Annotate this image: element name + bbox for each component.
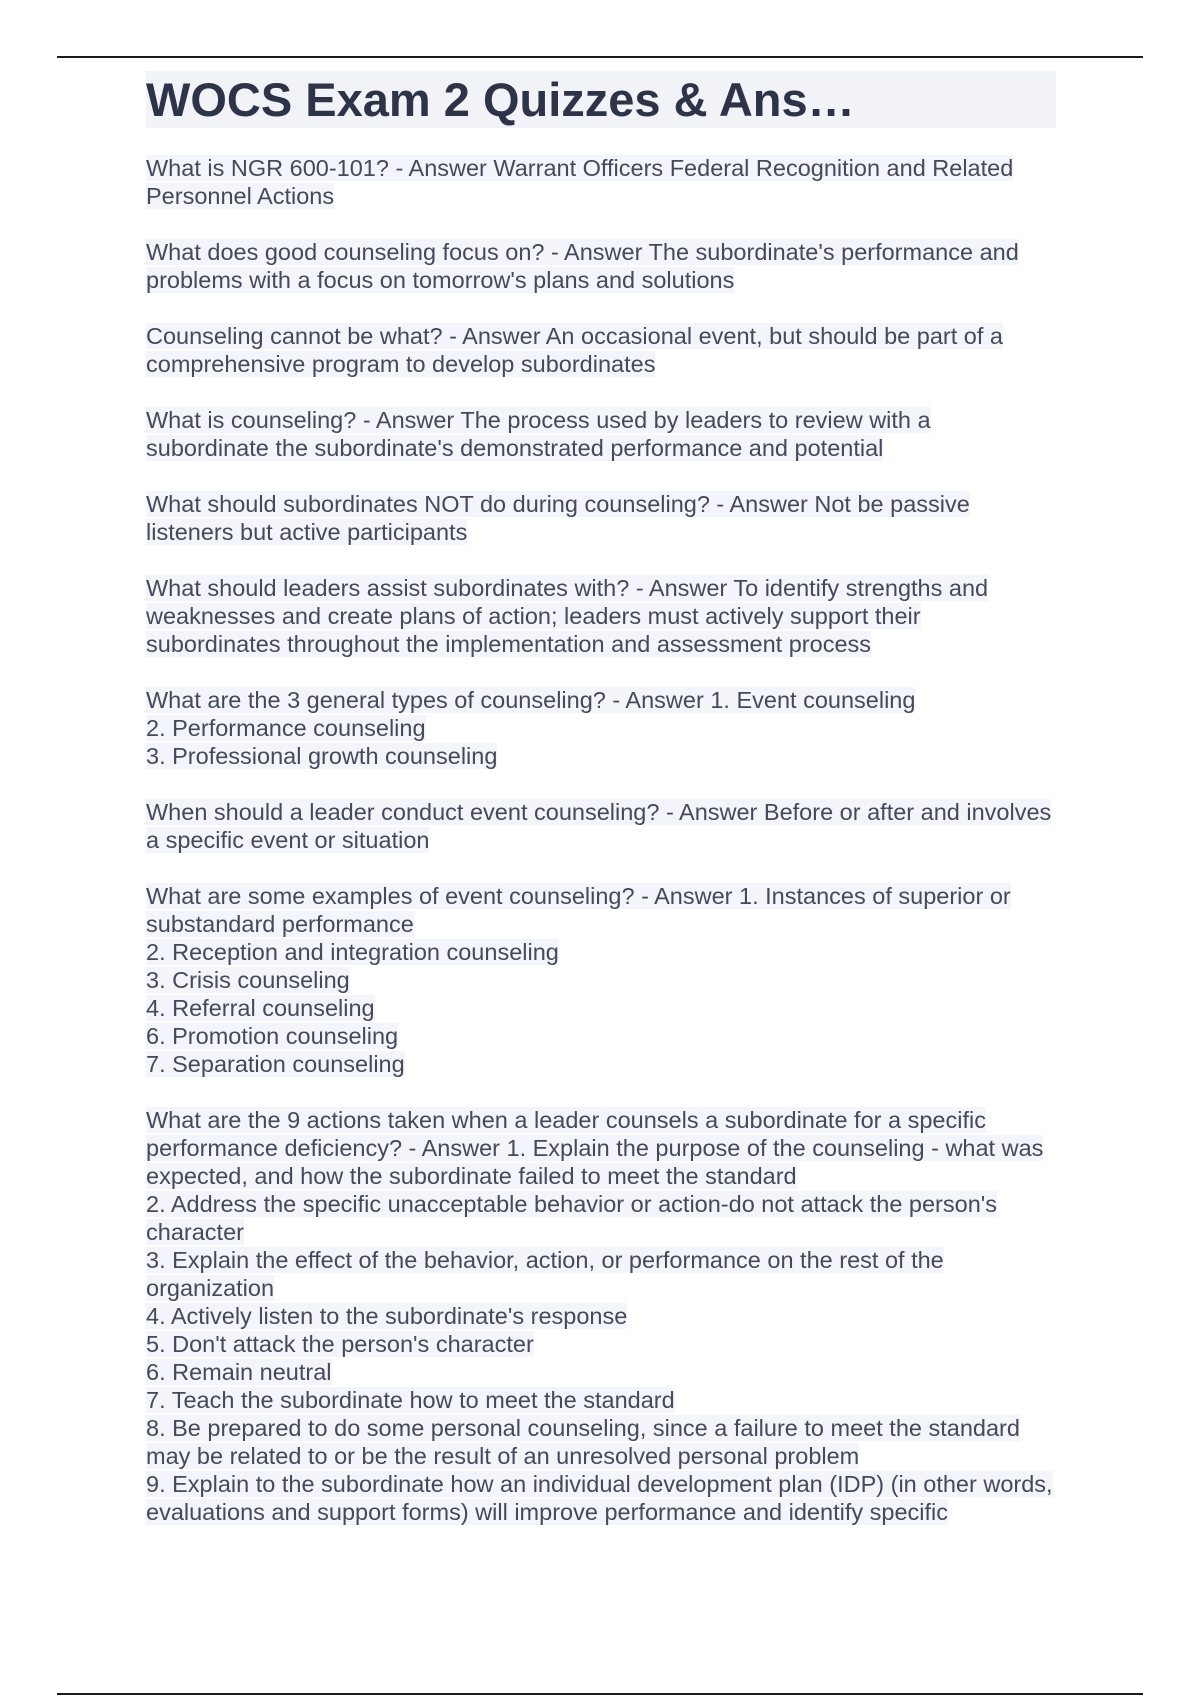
bottom-rule bbox=[57, 1693, 1143, 1695]
answer-list-text: 2. Address the specific unacceptable behavior or action-do not attack the person's character bbox=[146, 1191, 998, 1245]
answer-list-text: 3. Explain the effect of the behavior, action, or performance on the rest of the organization bbox=[146, 1247, 944, 1301]
qa-text: What are some examples of event counseling? - Answer 1. Instances of superior or substandard performance bbox=[146, 883, 1011, 937]
answer-list-text: 2. Reception and integration counseling bbox=[146, 939, 559, 965]
qa-item bbox=[146, 154, 1056, 210]
qa-text: What should leaders assist subordinates with? - Answer To identify strengths and weaknesses and create plans of action; leaders must actively support their subordinates throughout the implementation and assessment process bbox=[146, 575, 989, 657]
qa-text: When should a leader conduct event counseling? - Answer Before or after and involves a specific event or situation bbox=[146, 799, 1052, 853]
answer-list bbox=[146, 938, 1056, 1078]
answer-list-item bbox=[146, 1302, 1056, 1330]
qa-item bbox=[146, 238, 1056, 294]
qa-text: What is counseling? - Answer The process used by leaders to review with a subordinate the subordinate's demonstrated performance and potential bbox=[146, 407, 931, 461]
answer-list-text: 3. Professional growth counseling bbox=[146, 743, 498, 769]
answer-list bbox=[146, 714, 1056, 770]
answer-list-item bbox=[146, 938, 1056, 966]
answer-list-item bbox=[146, 1246, 1056, 1302]
qa-item bbox=[146, 574, 1056, 658]
answer-list-item bbox=[146, 1470, 1056, 1526]
qa-text: What is NGR 600-101? - Answer Warrant Officers Federal Recognition and Related Personnel Actions bbox=[146, 155, 1014, 209]
answer-list-item bbox=[146, 714, 1056, 742]
qa-text: What does good counseling focus on? - Answer The subordinate's performance and problems with a focus on tomorrow's plans and solutions bbox=[146, 239, 1019, 293]
answer-list bbox=[146, 1190, 1056, 1526]
top-rule bbox=[57, 56, 1143, 58]
answer-list-text: 3. Crisis counseling bbox=[146, 967, 350, 993]
qa-item bbox=[146, 490, 1056, 546]
answer-list-text: 2. Performance counseling bbox=[146, 715, 426, 741]
qa-text: Counseling cannot be what? - Answer An occasional event, but should be part of a comprehensive program to develop subordinates bbox=[146, 323, 1004, 377]
answer-list-text: 6. Promotion counseling bbox=[146, 1023, 399, 1049]
answer-list-text: 5. Don't attack the person's character bbox=[146, 1331, 534, 1357]
answer-list-text: 6. Remain neutral bbox=[146, 1359, 332, 1385]
answer-list-item bbox=[146, 1330, 1056, 1358]
qa-item bbox=[146, 882, 1056, 1078]
answer-list-item bbox=[146, 742, 1056, 770]
answer-list-item bbox=[146, 966, 1056, 994]
answer-list-text: 7. Separation counseling bbox=[146, 1051, 405, 1077]
answer-list-text: 8. Be prepared to do some personal counseling, since a failure to meet the standard may be related to or be the result of an unresolved personal problem bbox=[146, 1415, 1020, 1469]
answer-list-item bbox=[146, 1190, 1056, 1246]
qa-text: What are the 9 actions taken when a leader counsels a subordinate for a specific performance deficiency? - Answer 1. Explain the purpose of the counseling - what was expected, and how the subordinate failed to meet the standard bbox=[146, 1107, 1044, 1189]
answer-list-text: 9. Explain to the subordinate how an individual development plan (IDP) (in other words, evaluations and support forms) will improve performance and identify specific bbox=[146, 1471, 1053, 1525]
qa-item bbox=[146, 1106, 1056, 1526]
qa-item bbox=[146, 322, 1056, 378]
answer-list-item bbox=[146, 1358, 1056, 1386]
qa-item bbox=[146, 798, 1056, 854]
answer-list-text: 7. Teach the subordinate how to meet the standard bbox=[146, 1387, 675, 1413]
answer-list-item bbox=[146, 994, 1056, 1022]
qa-item bbox=[146, 686, 1056, 770]
qa-list bbox=[146, 154, 1056, 1526]
answer-list-item bbox=[146, 1050, 1056, 1078]
answer-list-item bbox=[146, 1022, 1056, 1050]
qa-text: What should subordinates NOT do during counseling? - Answer Not be passive listeners but active participants bbox=[146, 491, 970, 545]
answer-list-text: 4. Referral counseling bbox=[146, 995, 375, 1021]
answer-list-item bbox=[146, 1386, 1056, 1414]
document-body bbox=[146, 71, 1056, 1554]
answer-list-item bbox=[146, 1414, 1056, 1470]
page-title: WOCS Exam 2 Quizzes & Ans… bbox=[146, 71, 1056, 128]
answer-list-text: 4. Actively listen to the subordinate's response bbox=[146, 1303, 628, 1329]
qa-item bbox=[146, 406, 1056, 462]
qa-text: What are the 3 general types of counseling? - Answer 1. Event counseling bbox=[146, 687, 916, 713]
